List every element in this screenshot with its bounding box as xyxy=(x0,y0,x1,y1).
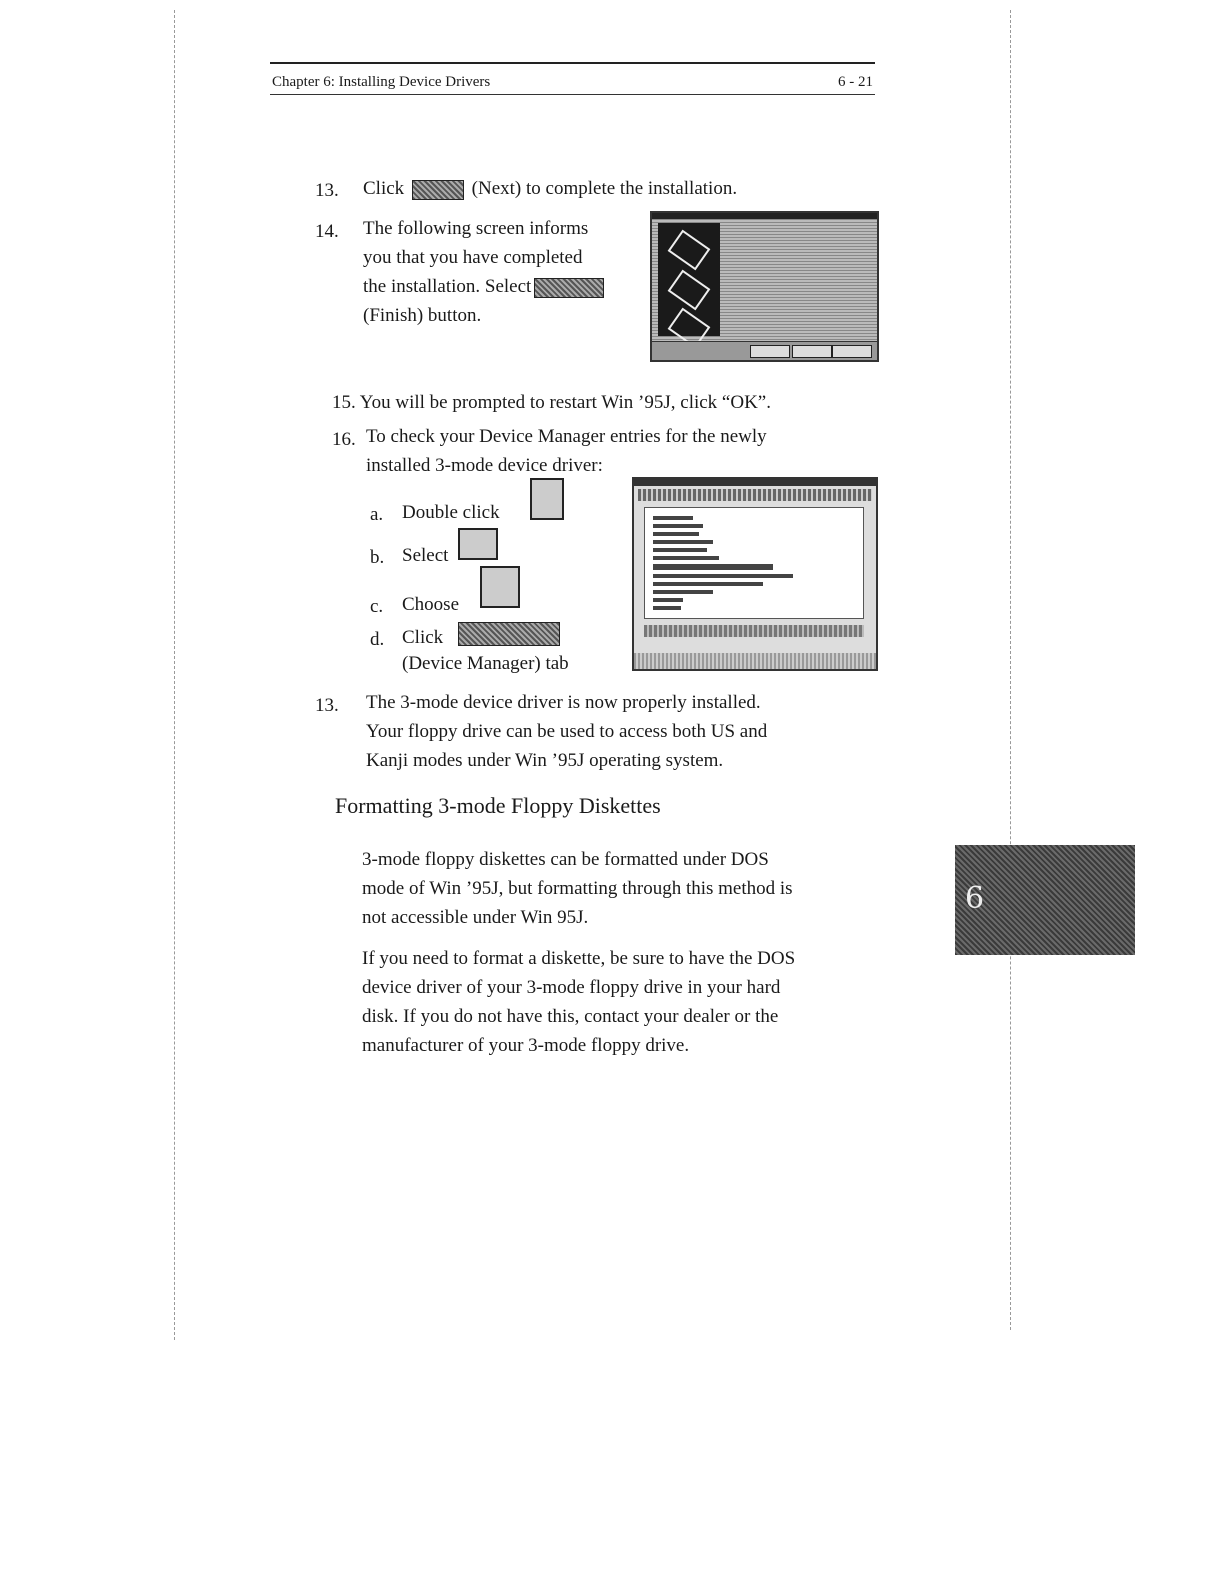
substep-text: Select xyxy=(402,545,449,566)
step-number: 13. xyxy=(315,695,339,716)
step-14-line: (Finish) button. xyxy=(363,305,482,326)
chapter-thumb-tab xyxy=(955,845,1135,955)
step-15-text xyxy=(332,388,892,417)
paragraph-line: mode of Win ’95J, but formatting through this method is xyxy=(362,878,793,899)
install-complete-screenshot xyxy=(650,211,879,362)
device-manager-tab-icon xyxy=(458,622,560,646)
step-13-final-line: The 3-mode device driver is now properly installed. xyxy=(366,692,761,713)
substep-text: Double click xyxy=(402,502,500,523)
paragraph-line: If you need to format a diskette, be sure to have the DOS xyxy=(362,948,796,969)
substep-text: Click xyxy=(402,627,444,648)
substep-letter: a. xyxy=(370,504,384,525)
step-13-final-line: Your floppy drive can be used to access both US and xyxy=(366,721,768,742)
header-chapter-title: Chapter 6: Installing Device Drivers xyxy=(272,74,491,90)
running-header xyxy=(270,62,875,95)
step-16-line2: installed 3-mode device driver: xyxy=(366,455,603,476)
substep-subtext: (Device Manager) tab xyxy=(402,653,569,674)
paragraph-line: device driver of your 3-mode floppy drive in your hard xyxy=(362,977,781,998)
substep-letter: c. xyxy=(370,596,384,617)
step-13-final-line: Kanji modes under Win ’95J operating system. xyxy=(366,750,724,771)
step-14-text xyxy=(363,214,640,330)
finish-button-icon xyxy=(534,278,604,298)
step-14-line: the installation. Select xyxy=(363,276,532,297)
substep-letter: b. xyxy=(370,547,385,568)
substep-letter: d. xyxy=(370,629,385,650)
step-number: 14. xyxy=(315,221,339,242)
step-15-body: You will be prompted to restart Win ’95J, click “OK”. xyxy=(359,392,771,413)
substep-text: Choose xyxy=(402,594,459,615)
chapter-tab-number: 6 xyxy=(965,881,985,916)
step-13-rest: (Next) to complete the installation. xyxy=(471,178,738,199)
step-14-line: you that you have completed xyxy=(363,247,583,268)
step-14-line: The following screen informs xyxy=(363,218,589,239)
left-margin-line xyxy=(174,10,175,1340)
step-16-line1: To check your Device Manager entries for the newly xyxy=(366,426,767,447)
my-computer-icon xyxy=(530,478,564,520)
step-number: 16. xyxy=(332,429,356,450)
header-page-number: 6 - 21 xyxy=(838,74,873,90)
section-paragraph-1 xyxy=(362,845,880,932)
system-icon xyxy=(458,528,498,560)
step-number: 15. xyxy=(332,392,356,413)
step-13-text xyxy=(363,174,883,203)
paragraph-line: manufacturer of your 3-mode floppy drive. xyxy=(362,1035,690,1056)
computer-icon xyxy=(480,566,520,608)
paragraph-line: not accessible under Win 95J. xyxy=(362,907,589,928)
paragraph-line: 3-mode floppy diskettes can be formatted under DOS xyxy=(362,849,769,870)
section-paragraph-2 xyxy=(362,944,880,1060)
right-margin-line xyxy=(1010,10,1011,1330)
device-manager-screenshot xyxy=(632,477,878,671)
step-number: 13. xyxy=(315,180,339,201)
step-13-click-label: Click xyxy=(363,178,405,199)
section-heading: Formatting 3-mode Floppy Diskettes xyxy=(335,793,661,818)
step-13-final-text xyxy=(366,688,878,775)
paragraph-line: disk. If you do not have this, contact your dealer or the xyxy=(362,1006,779,1027)
next-button-icon xyxy=(412,180,464,200)
